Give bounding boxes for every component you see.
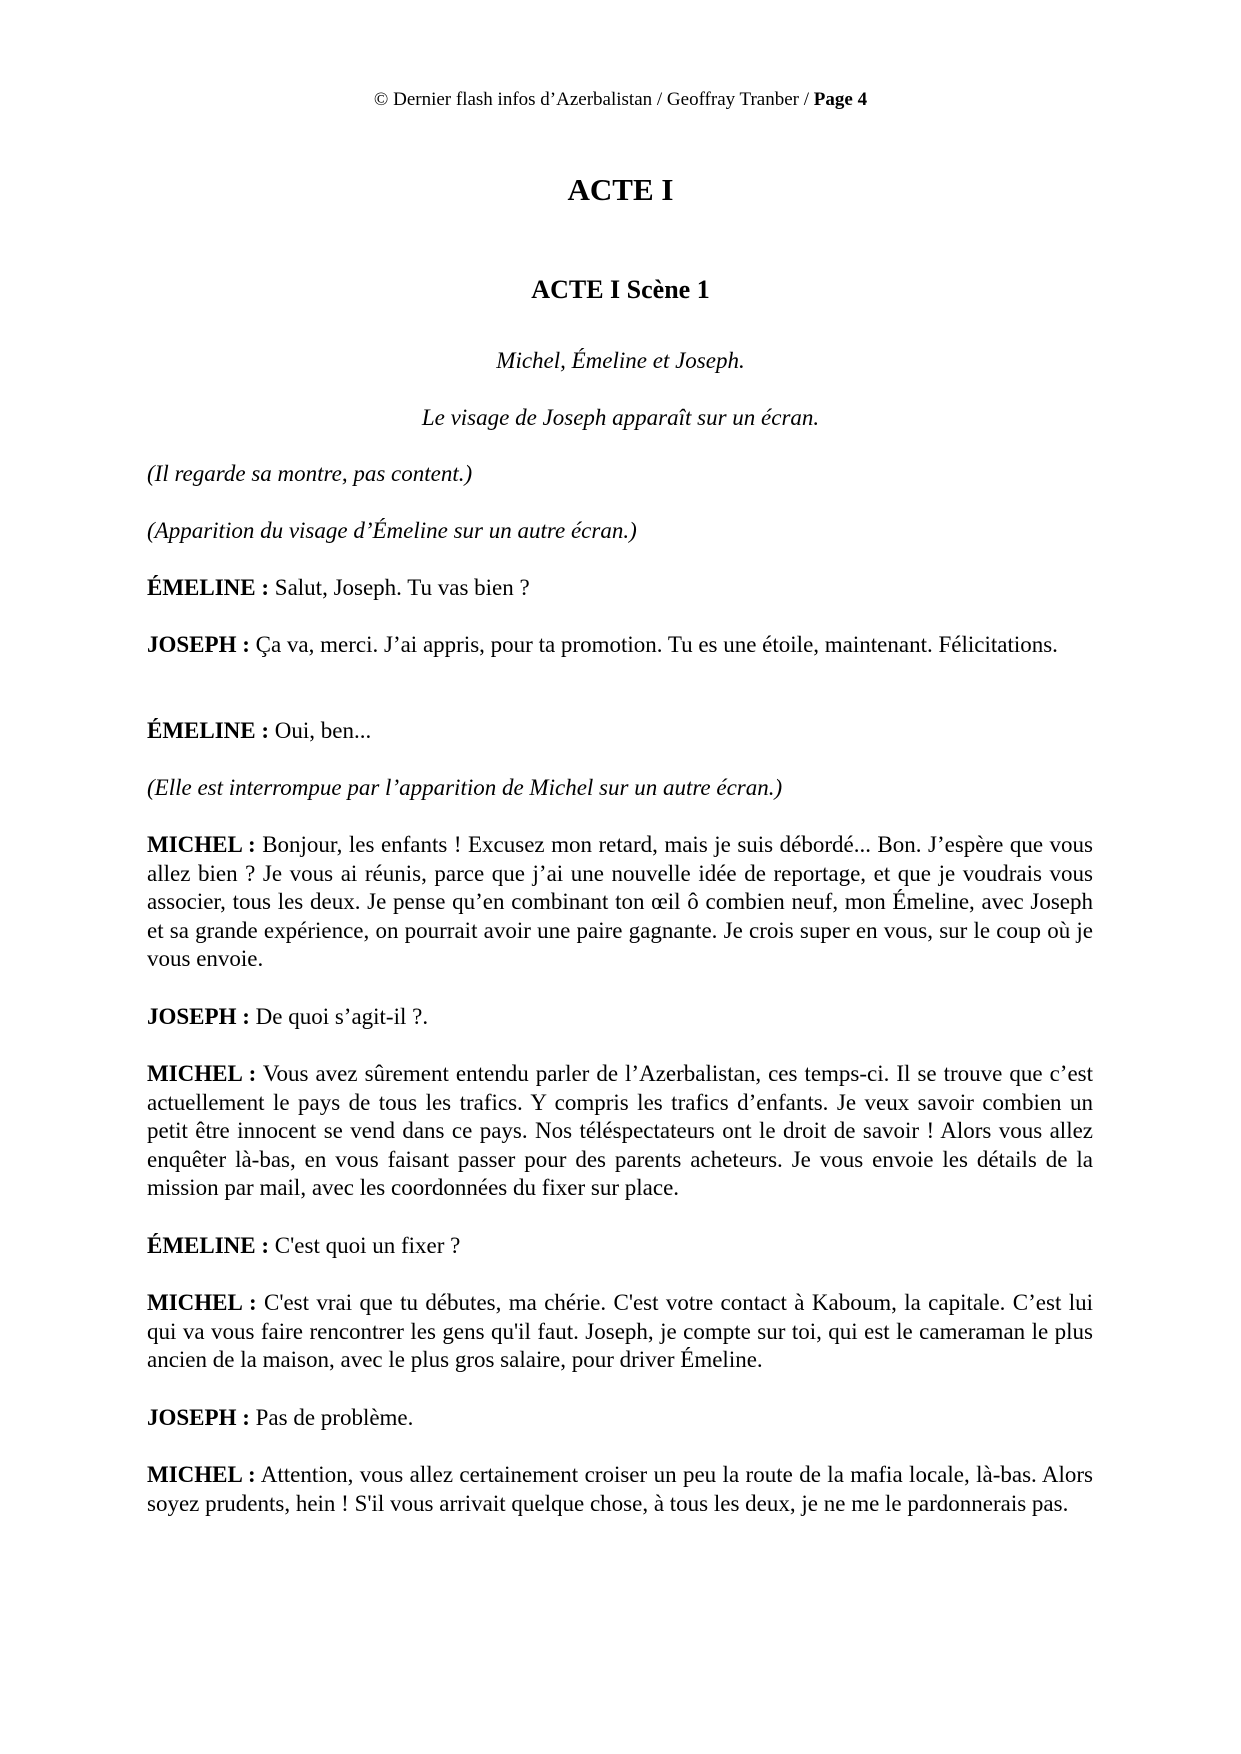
speaker-name: JOSEPH : [147,632,250,657]
dialogue-line [147,1060,1093,1203]
stage-direction: (Apparition du visage d’Émeline sur un autre écran.) [147,518,637,543]
dialogue-line [147,1404,1093,1433]
dialogue-line [147,1232,1093,1261]
speaker-name: JOSEPH : [147,1004,250,1029]
speaker-name: MICHEL : [147,1061,257,1086]
dialogue-text: De quoi s’agit-il ?. [249,1004,429,1029]
dialogue-line [147,574,1093,603]
stage-direction: (Il regarde sa montre, pas content.) [147,461,473,486]
setting-line: Le visage de Joseph apparaît sur un écran. [421,405,820,430]
dialogue-text: Salut, Joseph. Tu vas bien ? [269,575,530,600]
dialogue-text: Oui, ben... [269,718,372,743]
dialogue-text: Ça va, merci. J’ai appris, pour ta promotion. Tu es une étoile, maintenant. Félicitations. [249,632,1058,657]
header-copyright: © Dernier flash infos d’Azerbalistan / Geoffray Tranber / [373,89,814,110]
speaker-name: MICHEL : [147,832,256,857]
stage-direction: (Elle est interrompue par l’apparition de Michel sur un autre écran.) [147,775,783,800]
dialogue-text: Vous avez sûrement entendu parler de l’Azerbalistan, ces temps-ci. Il se trouve que c’est actuellement le pays de tous les trafics. Y compris les trafics d’enfants. Je veux savoir combien un petit être innocent se vend dans ce pays. Nos téléspectateurs ont le droit de savoir ! Alors vous allez enquêter là-bas, en vous faisant passer pour des parents acheteurs. Je vous envoie les détails de la mission par mail, avec les coordonnées du fixer sur place. [147,1061,1094,1201]
dialogue-line [147,1003,1093,1032]
dialogue-line [147,717,1093,746]
scene-title: ACTE I Scène 1 [531,275,710,304]
dialogue-line [147,1461,1093,1518]
speaker-name: ÉMELINE : [147,718,270,743]
speaker-name: ÉMELINE : [147,1233,270,1258]
dialogue-text: Attention, vous allez certainement croiser un peu la route de la mafia locale, là-bas. Alors soyez prudents, hein ! S'il vous arrivait quelque chose, à tous les deux, je ne me le pardonnerais pas. [147,1462,1094,1516]
dialogue-text: Bonjour, les enfants ! Excusez mon retard, mais je suis débordé... Bon. J’espère que vous allez bien ? Je vous ai réunis, parce que j’ai une nouvelle idée de reportage, et que je voudrais vous associer, tous les deux. Je pense qu’en combinant ton œil ô combien neuf, mon Émeline, avec Joseph et sa grande expérience, on pourrait avoir une paire gagnante. Je crois super en vous, sur le coup où je vous envoie. [147,832,1093,972]
dialogue-line [147,831,1093,974]
speaker-name: MICHEL : [147,1462,256,1487]
page-header [0,88,1241,112]
speaker-name: JOSEPH : [147,1405,250,1430]
dialogue-text: Pas de problème. [249,1405,414,1430]
dialogue-text: C'est quoi un fixer ? [269,1233,461,1258]
dialogue-line [147,631,1093,660]
act-title: ACTE I [567,172,674,207]
characters-line: Michel, Émeline et Joseph. [496,348,745,373]
page-number: Page 4 [813,89,868,110]
speaker-name: ÉMELINE : [147,575,270,600]
speaker-name: MICHEL : [147,1290,257,1315]
dialogue-text: C'est vrai que tu débutes, ma chérie. C'est votre contact à Kaboum, la capitale. C’est lui qui va vous faire rencontrer les gens qu'il faut. Joseph, je compte sur toi, qui est le cameraman le plus ancien de la maison, avec le plus gros salaire, pour driver Émeline. [147,1290,1093,1373]
dialogue-line [147,1289,1093,1375]
